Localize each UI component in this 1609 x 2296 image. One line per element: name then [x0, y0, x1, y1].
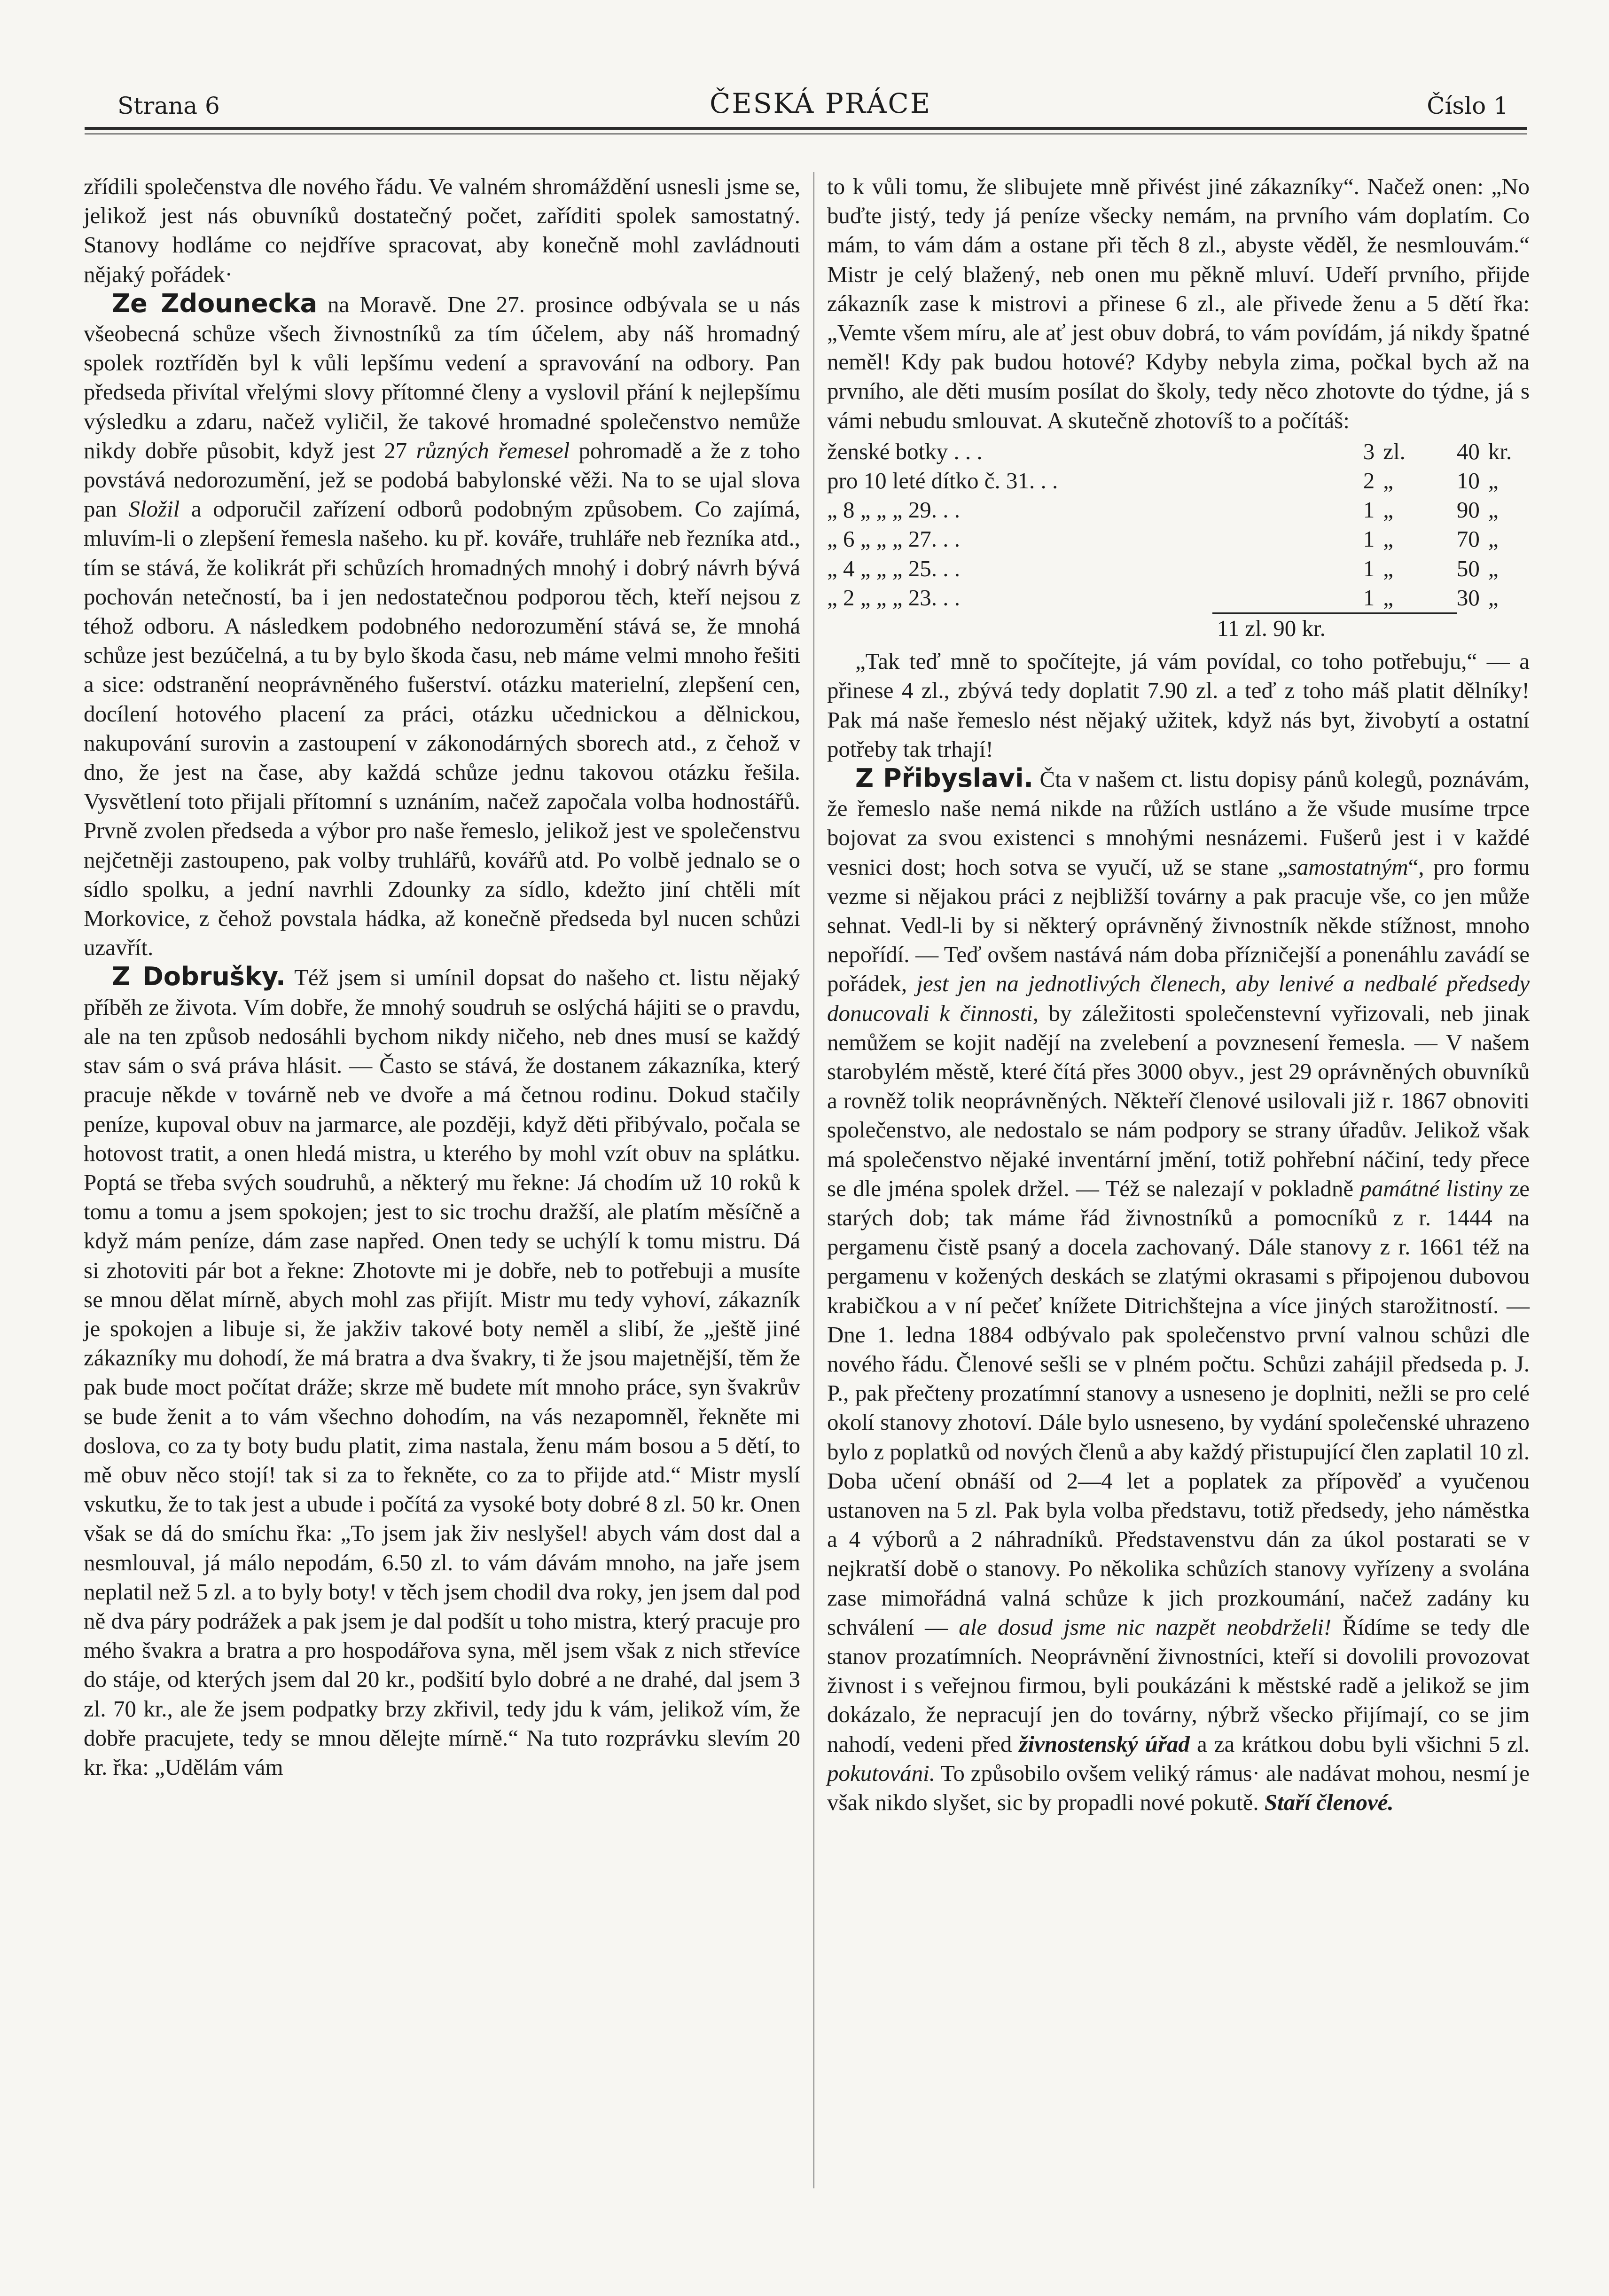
unit-kr: „ [1488, 584, 1499, 611]
price-table [827, 437, 1530, 643]
story-ending: „Tak teď mně to spočítejte, já vám povídal, co toho potřebuju,“ — a přinese 4 zl., zbývá tedy doplatit 7.90 zl. a teď z toho máš platit dělníky! Pak má naše řemeslo nést nějaký užitek, když nás byt, živobytí a ostatní potřeby tak trhají! [827, 648, 1530, 762]
price-item: „ 8 „ „ „ 29. . . [827, 497, 960, 523]
article-dobruska: Z Dobrušky. Též jsem si umínil dopsat do našeho ct. listu nějaký příběh ze života. Vím dobře, že mnohý soudruh se oslýchá hájiti se o pravdu, ale na ten způsob nedosáhli bychom nikdy ničeho, neb dnes musí se každý stav sám o svá práva hlásit. — Často se stává, že dostanem zákazníka, který pracuje někde v továrně neb ve dvoře a má četnou rodinu. Dokud stačily peníze, kupoval obuv na jarmarce, ale později, když děti přibývalo, počala se hotovost tratit, a onen hledá mistra, u kterého by mohl vzít obuv na splátku. Poptá se třeba svých soudruhů, a některý mu řekne: Já chodím už 10 roků k tomu a tomu a jsem spokojen; jest to sic trochu dražší, ale platím měsíčně a když mám peníze, dám zase napřed. Onen tedy se uchýlí k tomu mistru. Dá si zhotoviti pár bot a řekne: Zhotovte mi je dobře, neb to potřebuji a musíte se mnou dělat mírně, abych mohl zas přijít. Mistr mu tedy vyhoví, zákazník je spokojen a libuje si, že jakživ takové boty neměl a slibí, že „ještě jiné zákazníky mu dohodí, že má bratra a dva švakry, ti že jsou majetnější, těm že pak bude moct počítat dráže; skrze mě budete mít mnoho práce, syn švakrův se bude ženit a to vám všechno dohodím, na vás nezapomněl, řekněte mi doslova, co za ty boty budu platit, zima nastala, ženu mám bosou a 5 dětí, to mě obuv něco stojí! tak si za to řekněte, co za to přijde atd.“ Mistr myslí vskutku, že to tak jest a ubude i počítá za vysoké boty dobré 8 zl. 50 kr. Onen však se dá do smíchu řka: „To jsem jak živ neslyšel! abych vám dost dal a nesmlouval, já málo nepodám, 6.50 zl. to vám dávám mnoho, na jaře jsem neplatil než 5 zl. a to byly boty! v těch jsem chodil dva roky, jen jsem dal pod ně dva páry podrážek a pak jsem je dal podšít u toho mistra, který pracuje pro mého švakra a bratra a pro hospodářova syna, měl jsem však z nich střevíce do stáje, od kterých jsem dal 20 kr., podšití bylo dobré a ne drahé, dal jsem 3 zl. 70 kr., ale že jsem podpatky brzy zkřivil, tedy jdu k vám, jelikož vím, že dobře pracujete, tedy se mnou dělejte mírně.“ Na tuto rozprávku slevím 20 kr. řka: „Udělám vám [84, 962, 800, 1780]
unit-kr: „ [1488, 555, 1499, 581]
place-heading: Z Přibyslavi. [855, 763, 1034, 793]
article-pribyslav: Z Přibyslavi. Čta v našem ct. listu dopisy pánů kolegů, poznávám, že řemeslo naše nemá nikde na růžích ustláno a že všude musíme trpce bojovat za svou existenci s mnohými nesnázemi. Fušerů jest i v každé vesnici dost; hoch sotva se vyučí, už se stane „samostatným“, pro formu vezme si nějakou práci z nejbližší továrny a pak pracuje vše, co jen může sehnat. Vedl-li by si některý oprávněný živnostník někde stížnost, mnoho nepořídí. — Teď ovšem nastává nám doba přízničejší a ponenáhlu zavádí se pořádek, jest jen na jednotlivých členech, aby lenivé a nedbalé předsedy donucovali k činnosti, by záležitosti společenstevní vyřizovali, neb jinak nemůžem se kojit nadějí na zvelebení a povznesení řemesla. — V našem starobylém městě, které čítá přes 3000 obyv., jest 29 oprávněných obuvníků a rovněž tolik neoprávněných. Někteří členové usilovali již r. 1867 obnoviti společenstvo, ale nedostalo se nám podpory se strany úřadův. Jelikož však má společenstvo nějaké inventární jmění, totiž pohřební náčiní, tedy přece se dle jména spolek držel. — Též se nalezají v pokladně památné listiny ze starých dob; tak máme řád živnostníků a pomocníků z r. 1444 na pergamenu čistě psaný a docela zachovaný. Dále stanovy z r. 1661 též na pergamenu v kožených deskách se zlatými okrasami s připojenou dubovou krabičkou a v ní pečeť knížete Ditrichštejna a více jiných starožitností. — Dne 1. ledna 1884 odbývalo pak společenstvo první valnou schůzi dle nového řádu. Členové sešli se v plném počtu. Schůzi zahájil předseda p. J. P., pak přečteny prozatímní stanovy a usneseno je doplniti, nežli se pro celé okolí stanovy zhotoví. Dále bylo usneseno, by vydání společenské uhrazeno bylo z poplatků od nových členů a aby každý přistupující člen zaplatil 10 zl. Doba učení obnáší od 2—4 let a poplatek za přípověď a vyučenou ustanoven na 5 zl. Pak byla volba představu, totiž předsedy, jeho náměstka a 4 výborů a 2 náhradníků. Představenstvu dán za úkol postarati se v nejkratší době o stanovy. Po několika schůzích stanovy vyřízeny a svolána zase mimořádná valná schůze k jich prozkoumání, načež zadány ku schválení — ale dosud jsme nic nazpět neobdrželi! Řídíme se tedy dle stanov prozatímních. Neoprávnění živnostníci, kteří si dovolili provozovat živnost i s veřejnou firmou, byli poukázáni k městské radě a jelikož se jim dokázalo, že nepracují jen do továrny, nýbrž všecko přijímají, co se jim nahodí, vedeni před živnostenský úřad a za krátkou dobu byli všichni 5 zl. pokutováni. To způsobilo ovšem veliký rámus· ale nadávat mohou, nesmí je však nikdo slyšet, sic by propadli nové pokutě. Staří členové. [827, 763, 1530, 1816]
newspaper-title: ČESKÁ PRÁCE [710, 87, 932, 119]
price-zl: 2 [1363, 468, 1375, 494]
unit-kr: kr. [1488, 438, 1512, 464]
price-row [827, 437, 1530, 466]
unit-zl: „ [1383, 555, 1393, 581]
price-item: ženské botky . . . [827, 438, 983, 464]
price-zl: 1 [1363, 555, 1375, 581]
price-zl: 1 [1363, 497, 1375, 523]
price-item: „ 2 „ „ „ 23. . . [827, 584, 960, 611]
price-item: pro 10 leté dítko č. 31. . . [827, 468, 1058, 494]
unit-zl: „ [1383, 584, 1393, 611]
article-zdounky: Ze Zdounecka na Moravě. Dne 27. prosince odbývala se u nás všeobecná schůze všech živnostníků za tím účelem, aby náš hromadný spolek roztříděn byl k vůli lepšímu vedení a spravování na odbory. Pan předseda přivítal vřelými slovy přítomné členy a vyslovil přání k nejlepšímu výsledku a zdaru, načež vyličil, že takové hromadné společenstvo nemůže nikdy dobře působit, když jest 27 různých řemesel pohromadě a že z toho povstává nedorozumění, jež se podobá babylonské věži. Na to se ujal slova pan Složil a odporučil zařízení odborů podobným způsobem. Co zajímá, mluvím-li o zlepšení řemesla našeho. ku př. kováře, truhláře neb řezníka atd., tím se stává, že kolikrát při schůzích hromadných mnohý i dobrý návrh bývá pochován netečností, ba i jen nedostatečnou podporou těch, kteří nejsou z téhož odboru. A následkem podobného nedorozumění stává se, že mnohá schůze jest bezúčelná, a tu by bylo škoda času, neb máme velmi mnoho řešiti a sice: odstranění neoprávněného fušerství. otázku materielní, zlepšení cen, docílení hotového placení za práci, otázku učednickou a dělnickou, nakupování surovin a zastoupení v zákonodárných sborech atd., z čehož v dno, že jest na čase, aby každá schůze jednu takovou otázku řešila. Vysvětlení toto přijali přítomní s uznáním, načež započala volba hodnostářů. Prvně zvolen předseda a výbor pro naše řemeslo, jelikož jest ve společenstvu nejčetněji zastoupeno, pak volby truhlářů, kovářů atd. Po volbě jednalo se o sídlo spolku, a jední navrhli Zdounky za sídlo, kdežto jiní chtěli mít Morkovice, z čehož povstala hádka, až konečně předseda byl nucen schůzi uzavřít. [84, 288, 801, 961]
price-item: „ 4 „ „ „ 25. . . [827, 555, 960, 581]
price-row [827, 583, 1530, 612]
article-continuation: zřídili společenstva dle nového řádu. Ve valném shromáždění usnesli jsme se, jelikož jest nás obuvníků dostatečný počet, zaříditi spolek samostatný. Stanovy hodláme co nejdříve spracovat, aby konečně mohl zavládnouti nějaký pořádek· [84, 173, 800, 287]
place-heading: Ze Zdounecka [112, 288, 318, 318]
price-kr: 40 [1456, 438, 1480, 464]
price-total-row [827, 614, 1530, 643]
price-zl: 1 [1363, 584, 1375, 611]
price-kr: 70 [1456, 526, 1480, 552]
unit-zl: „ [1383, 526, 1393, 552]
price-kr: 50 [1456, 555, 1480, 581]
right-column [827, 172, 1530, 1817]
issue-number: Číslo 1 [1427, 92, 1508, 119]
price-item: „ 6 „ „ „ 27. . . [827, 526, 960, 552]
unit-kr: „ [1488, 526, 1499, 552]
price-row [827, 525, 1530, 554]
signature: Staří členové. [1264, 1789, 1394, 1816]
price-row [827, 495, 1530, 525]
unit-zl: zl. [1383, 438, 1406, 464]
header-rule-thin [85, 133, 1527, 134]
price-total: 11 zl. 90 kr. [1217, 615, 1326, 641]
price-zl: 3 [1363, 438, 1375, 464]
place-heading: Z Dobrušky. [112, 962, 286, 992]
unit-zl: „ [1383, 497, 1393, 523]
story-continuation: to k vůli tomu, že slibujete mně přivést jiné zákazníky“. Načež onen: „No buďte jistý, tedy já peníze všecky nemám, na prvního vám doplatím. Co mám, to vám dám a ostane při těch 8 zl., abyste věděl, že nesmlouvám.“ Mistr je celý blažený, neb onen mu pěkně mluví. Udeří prvního, přijde zákazník zase k mistrovi a přinese 6 zl., ale přivede ženu a 5 dětí řka: „Vemte všem míru, ale ať jest obuv dobrá, to vám povídám, já nikdy špatné neměl! Kdy pak budou hotové? Kdyby nebyla zima, počkal bych až na prvního, ale děti musím posílat do školy, tedy něco zhotovte do týdne, já s vámi nebudu smlouvat. A skutečně zhotovíš to a počítáš: [827, 173, 1530, 433]
price-zl: 1 [1363, 526, 1375, 552]
price-kr: 10 [1456, 468, 1480, 494]
left-column [84, 172, 800, 1782]
header-rule-thick [85, 127, 1527, 130]
unit-zl: „ [1383, 468, 1393, 494]
unit-kr: „ [1488, 468, 1499, 494]
price-row [827, 554, 1530, 583]
price-kr: 30 [1456, 584, 1480, 611]
price-kr: 90 [1456, 497, 1480, 523]
page-header [85, 87, 1527, 130]
page-number: Strana 6 [117, 92, 220, 119]
unit-kr: „ [1488, 497, 1499, 523]
price-row [827, 466, 1530, 495]
column-divider [813, 172, 814, 2188]
